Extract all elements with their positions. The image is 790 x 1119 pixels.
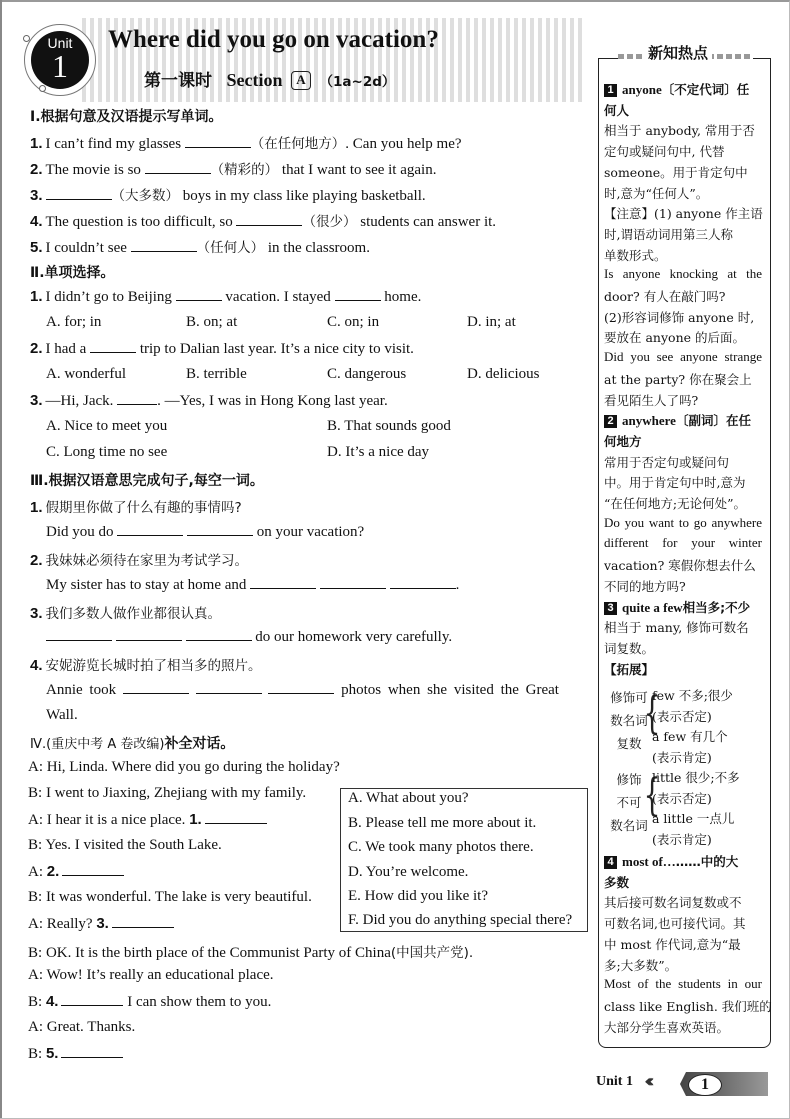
answer-blank[interactable] bbox=[131, 239, 197, 252]
sidebar-text: Is anyone knocking at the bbox=[604, 266, 762, 282]
sidebar-line bbox=[604, 328, 762, 346]
part2-heading: Ⅱ.单项选择。 bbox=[30, 265, 115, 281]
blank-number: 3. bbox=[96, 915, 109, 932]
option-b[interactable]: B. That sounds good bbox=[327, 418, 451, 434]
sidebar-line bbox=[604, 473, 762, 491]
sidebar-line bbox=[604, 287, 762, 305]
sidebar-text: 词复数。 bbox=[604, 640, 655, 656]
answer-blank[interactable] bbox=[46, 628, 112, 641]
keyword: anywhere bbox=[622, 413, 676, 429]
question-text: students can answer it. bbox=[356, 214, 497, 230]
question-text: . Can you help me? bbox=[345, 136, 462, 152]
sidebar-text: 要放在 anyone 的后面。 bbox=[604, 330, 745, 346]
sidebar-text: 多数 bbox=[604, 874, 630, 890]
sidebar-text: 【拓展】 bbox=[604, 661, 655, 677]
sidebar-text: at the party? 你在聚会上 bbox=[604, 371, 752, 387]
dialog-line bbox=[28, 837, 222, 854]
sidebar-line bbox=[604, 121, 762, 139]
answer-blank[interactable] bbox=[61, 1045, 123, 1058]
part1-heading: Ⅰ.根据句意及汉语提示写单词。 bbox=[30, 109, 223, 125]
answer-blank[interactable] bbox=[176, 288, 222, 301]
sidebar-line bbox=[604, 976, 762, 992]
dialog-text: I hear it is a nice place. bbox=[46, 812, 190, 828]
sidebar-text: 时,谓语动词用第三人称 bbox=[604, 226, 733, 242]
expand-list-2: little 很少;不多 (表示否定) a little 一点儿 (表示肯定) bbox=[652, 770, 740, 847]
option-a[interactable]: A. for; in bbox=[46, 314, 102, 330]
answer-blank[interactable] bbox=[46, 187, 112, 200]
blank-number: 2. bbox=[46, 863, 60, 880]
sidebar-line bbox=[604, 349, 762, 365]
dialog-option[interactable]: D. You’re welcome. bbox=[348, 864, 469, 880]
sidebar-text: 中。用于肯定句中时,意为 bbox=[604, 475, 746, 491]
option-d[interactable]: D. delicious bbox=[467, 366, 540, 382]
question-item: 3. —Hi, Jack. . —Yes, I was in Hong Kong last year. bbox=[30, 392, 388, 409]
sidebar-line bbox=[604, 80, 762, 98]
answer-blank[interactable] bbox=[185, 135, 251, 148]
dialog-text: I went to Jiaxing, Zhejiang with my family. bbox=[45, 785, 307, 801]
sidebar-line bbox=[604, 873, 762, 891]
keyword: quite a few bbox=[622, 599, 683, 615]
question-text: The question is too difficult, so bbox=[45, 214, 237, 230]
answer-line: Annie took photos when she visited the Great bbox=[46, 682, 559, 698]
question-number: 2. bbox=[30, 161, 43, 178]
dialog-line bbox=[28, 759, 340, 776]
sidebar-text: 单数形式。 bbox=[604, 247, 667, 263]
sidebar-line bbox=[604, 618, 762, 636]
question-item bbox=[30, 210, 496, 231]
answer-blank[interactable] bbox=[250, 576, 316, 589]
options-box bbox=[340, 788, 588, 932]
answer-blank[interactable] bbox=[123, 681, 189, 694]
question-item bbox=[30, 158, 436, 179]
speaker-label: B: bbox=[28, 945, 43, 961]
speaker-label: B: bbox=[28, 889, 43, 905]
option-c[interactable]: C. dangerous bbox=[327, 366, 407, 382]
dialog-line bbox=[28, 1019, 135, 1036]
dialog-option[interactable]: C. We took many photos there. bbox=[348, 839, 534, 855]
sidebar-line bbox=[604, 660, 762, 678]
lesson-label: 第一课时 bbox=[144, 71, 212, 91]
unit-number: 1 bbox=[52, 48, 68, 84]
speaker-label: A: bbox=[28, 759, 43, 775]
sidebar-line bbox=[604, 914, 762, 932]
sidebar-line bbox=[604, 246, 762, 264]
option-a[interactable]: A. wonderful bbox=[46, 366, 126, 382]
sidebar-line bbox=[604, 556, 762, 574]
sidebar-line bbox=[604, 308, 762, 326]
speaker-label: B: bbox=[28, 785, 43, 801]
answer-blank[interactable] bbox=[117, 523, 183, 536]
speaker-label: A: bbox=[28, 864, 43, 880]
speaker-label: A: bbox=[28, 1019, 43, 1035]
dialog-text-cn: (中国共产党). bbox=[390, 945, 474, 961]
sidebar-line bbox=[604, 535, 762, 551]
expand-label-1: 修饰可 数名词 复数 bbox=[610, 690, 648, 751]
question-number: 1. bbox=[30, 135, 43, 152]
sidebar-line bbox=[604, 852, 762, 870]
sidebar-line bbox=[604, 142, 762, 160]
hint-text: （在任何地方） bbox=[250, 136, 346, 152]
question-item: 2. 我妹妹必须待在家里为考试学习。 bbox=[30, 552, 249, 569]
sidebar-line bbox=[604, 411, 762, 429]
question-text: I can’t find my glasses bbox=[45, 136, 185, 152]
speaker-label: B: bbox=[28, 1046, 43, 1062]
hint-text: （大多数） bbox=[111, 188, 180, 204]
sidebar-text: 何人 bbox=[604, 102, 630, 118]
dialog-option[interactable]: F. Did you do anything special there? bbox=[348, 912, 573, 928]
sidebar-text: 多;大多数”。 bbox=[604, 957, 678, 973]
page-subtitle bbox=[144, 66, 395, 91]
question-item bbox=[30, 184, 426, 205]
option-d[interactable]: D. in; at bbox=[467, 314, 516, 330]
speaker-label: A: bbox=[28, 916, 43, 932]
chevrons-icon: ‹‹‹‹ bbox=[644, 1071, 649, 1092]
sidebar-line bbox=[604, 956, 762, 974]
sidebar-text: 定句或疑问句中, 代替 bbox=[604, 144, 725, 160]
answer-blank[interactable] bbox=[320, 576, 386, 589]
expand-list-1: few 不多;很少 (表示否定) a few 有几个 (表示肯定) bbox=[652, 688, 733, 765]
dialog-text: It was wonderful. The lake is very beautiful. bbox=[45, 889, 312, 905]
sidebar-line bbox=[604, 515, 762, 531]
dialog-text: Yes. I visited the South Lake. bbox=[45, 837, 222, 853]
keyword: anyone bbox=[622, 82, 662, 97]
dialog-option[interactable]: B. Please tell me more about it. bbox=[348, 815, 537, 831]
answer-line-cont: Wall. bbox=[46, 707, 78, 723]
keyword-meaning: 相当多;不少 bbox=[682, 599, 751, 615]
page-title: Where did you go on vacation? bbox=[108, 26, 439, 53]
expand-label-2: 修饰 不可 数名词 bbox=[610, 772, 648, 833]
sidebar-line bbox=[604, 391, 762, 409]
option-b[interactable]: B. on; at bbox=[186, 314, 238, 330]
question-number: 4. bbox=[30, 213, 43, 230]
number-badge-icon: 2 bbox=[604, 415, 617, 428]
question-text: in the classroom. bbox=[264, 240, 370, 256]
sidebar-line bbox=[604, 266, 762, 282]
answer-line: do our homework very carefully. bbox=[46, 628, 452, 646]
sidebar-line bbox=[604, 997, 772, 1015]
part3-heading: Ⅲ.根据汉语意思完成句子,每空一词。 bbox=[30, 473, 264, 489]
sidebar-text: different for your winter bbox=[604, 535, 762, 551]
speaker-label: A: bbox=[28, 812, 43, 828]
blank-number: 5. bbox=[45, 1045, 59, 1062]
speaker-label: B: bbox=[28, 994, 43, 1010]
question-item: 4. 安妮游览长城时拍了相当多的照片。 bbox=[30, 657, 262, 674]
section-range: （1a~2d） bbox=[319, 74, 396, 90]
question-text: The movie is so bbox=[45, 162, 145, 178]
sidebar-text: “在任何地方;无论何处”。 bbox=[604, 496, 746, 511]
dialog-line bbox=[28, 915, 174, 933]
sidebar-text: 相当于 anybody, 常用于否 bbox=[604, 123, 755, 139]
answer-blank[interactable] bbox=[61, 993, 123, 1006]
sidebar-text: 看见陌生人了吗? bbox=[604, 392, 699, 408]
question-number: 5. bbox=[30, 239, 43, 256]
dialog-line bbox=[28, 1045, 123, 1063]
sidebar-line bbox=[604, 577, 762, 595]
hint-text: （任何人） bbox=[196, 240, 265, 256]
sidebar-line bbox=[604, 225, 762, 243]
page-header bbox=[22, 16, 588, 104]
sidebar-line bbox=[604, 639, 762, 657]
option-c[interactable]: C. on; in bbox=[327, 314, 380, 330]
option-d[interactable]: D. It’s a nice day bbox=[327, 444, 430, 460]
number-badge-icon: 3 bbox=[604, 602, 617, 615]
answer-blank[interactable] bbox=[187, 523, 253, 536]
number-badge-icon: 1 bbox=[604, 84, 617, 97]
dialog-text: Great. Thanks. bbox=[46, 1019, 136, 1035]
answer-blank[interactable] bbox=[186, 628, 252, 641]
question-item: 1. I didn’t go to Beijing vacation. I stayed home. bbox=[30, 288, 422, 305]
answer-blank[interactable] bbox=[90, 340, 136, 353]
keyword-meaning: 〔副词〕在任 bbox=[675, 413, 751, 429]
sidebar-line bbox=[604, 184, 762, 202]
page-edge bbox=[0, 0, 2, 1118]
sidebar-line bbox=[604, 432, 762, 450]
answer-blank[interactable] bbox=[112, 915, 174, 928]
option-c[interactable]: C. Long time no see bbox=[46, 444, 168, 460]
sidebar-text: vacation? 寒假你想去什么 bbox=[604, 558, 756, 574]
keyword-meaning: 〔不定代词〕任 bbox=[661, 82, 750, 97]
dialog-line bbox=[28, 785, 306, 802]
question-text: boys in my class like playing basketball. bbox=[179, 188, 426, 204]
section-letter-badge: A bbox=[291, 71, 311, 90]
dialog-text: I can show them to you. bbox=[123, 994, 272, 1010]
question-item bbox=[30, 132, 462, 153]
sidebar-text: (2)形容词修饰 anyone 时, bbox=[604, 309, 755, 325]
dialog-line bbox=[28, 863, 124, 881]
question-item: 3. 我们多数人做作业都很认真。 bbox=[30, 605, 222, 622]
sidebar-line bbox=[604, 101, 762, 119]
sidebar-text: 【注意】(1) anyone 作主语 bbox=[604, 206, 763, 222]
speaker-label: B: bbox=[28, 837, 43, 853]
answer-blank[interactable] bbox=[268, 681, 334, 694]
sidebar-line bbox=[604, 598, 762, 616]
question-item: 1. 假期里你做了什么有趣的事情吗? bbox=[30, 499, 242, 516]
page-number: 1 bbox=[688, 1074, 722, 1096]
question-text: I couldn’t see bbox=[45, 240, 131, 256]
question-number: 3. bbox=[30, 187, 43, 204]
keyword-meaning: ……中的大 bbox=[675, 854, 739, 869]
brace-icon: { bbox=[643, 770, 661, 821]
dialog-line bbox=[28, 993, 271, 1011]
answer-line: Did you do on your vacation? bbox=[46, 524, 365, 540]
blank-number: 4. bbox=[45, 993, 59, 1010]
sidebar-line bbox=[604, 1018, 762, 1036]
answer-blank[interactable] bbox=[205, 811, 267, 824]
option-a[interactable]: A. Nice to meet you bbox=[46, 418, 168, 434]
sidebar-text: 不同的地方吗? bbox=[604, 578, 686, 594]
sidebar-line bbox=[604, 453, 762, 471]
blank-number: 1. bbox=[189, 811, 202, 828]
dialog-option[interactable]: A. What about you? bbox=[348, 790, 469, 806]
sidebar-header bbox=[598, 40, 771, 68]
hint-text: （很少） bbox=[302, 214, 357, 230]
sidebar-text: 其后接可数名词复数或不 bbox=[604, 895, 742, 911]
sidebar-line bbox=[604, 935, 762, 953]
dialog-text: OK. It is the birth place of the Communist Party of China bbox=[45, 945, 391, 961]
question-item bbox=[30, 236, 370, 257]
answer-blank[interactable] bbox=[390, 576, 456, 589]
answer-blank[interactable] bbox=[335, 288, 381, 301]
unit-badge bbox=[24, 24, 96, 96]
section-label: Section bbox=[226, 70, 283, 90]
dialog-line bbox=[28, 967, 274, 984]
dialog-text: Hi, Linda. Where did you go during the holiday? bbox=[46, 759, 340, 775]
answer-blank[interactable] bbox=[116, 628, 182, 641]
sidebar-text: Most of the students in our bbox=[604, 976, 762, 992]
sidebar-line bbox=[604, 893, 762, 911]
sidebar-text: 何地方 bbox=[604, 433, 642, 449]
part4-heading: Ⅳ.(重庆中考 A 卷改编)补全对话。 bbox=[30, 736, 235, 752]
question-text: that I want to see it again. bbox=[278, 162, 437, 178]
answer-blank[interactable] bbox=[145, 161, 211, 174]
sidebar-title: 新知热点 bbox=[644, 42, 712, 63]
sidebar-text: 中 most 作代词,意为“最 bbox=[604, 936, 741, 952]
sidebar-text: 大部分学生喜欢英语。 bbox=[604, 1019, 730, 1035]
question-item: 2. I had a trip to Dalian last year. It’s a nice city to visit. bbox=[30, 340, 414, 357]
answer-line: My sister has to stay at home and . bbox=[46, 577, 460, 593]
sidebar-text: class like English. 我们班的 bbox=[604, 998, 772, 1014]
sidebar-text: door? 有人在敲门吗? bbox=[604, 289, 726, 304]
hint-text: （精彩的） bbox=[210, 162, 279, 178]
sidebar-text: 可数名词,也可接代词。其 bbox=[604, 916, 746, 932]
sidebar-text: 常用于否定句或疑问句 bbox=[604, 454, 730, 470]
sidebar-line bbox=[604, 370, 762, 388]
dialog-line bbox=[28, 889, 312, 906]
number-badge-icon: 4 bbox=[604, 856, 617, 869]
sidebar-line bbox=[604, 163, 762, 181]
answer-blank[interactable] bbox=[62, 863, 124, 876]
answer-blank[interactable] bbox=[196, 681, 262, 694]
badge-dot-icon bbox=[23, 35, 30, 42]
keyword: most of… bbox=[622, 854, 676, 869]
sidebar-text: someone。用于肯定句中 bbox=[604, 164, 748, 180]
speaker-label: A: bbox=[28, 967, 43, 983]
dialog-line bbox=[28, 811, 267, 829]
sidebar-text: Do you want to go anywhere bbox=[604, 514, 762, 530]
sidebar-text: 时,意为“任何人”。 bbox=[604, 185, 709, 201]
dialog-text: Wow! It’s really an educational place. bbox=[46, 967, 274, 983]
answer-blank[interactable] bbox=[236, 213, 302, 226]
brace-icon: { bbox=[643, 688, 661, 739]
sidebar-text: Did you see anyone strange bbox=[604, 349, 762, 365]
sidebar-text: 相当于 many, 修饰可数名 bbox=[604, 620, 749, 636]
sidebar-line bbox=[604, 204, 762, 222]
footer-unit: Unit 1 bbox=[596, 1074, 633, 1089]
dialog-text: Really? bbox=[46, 916, 97, 932]
option-b[interactable]: B. terrible bbox=[186, 366, 247, 382]
unit-label: Unit bbox=[47, 35, 73, 51]
dialog-option[interactable]: E. How did you like it? bbox=[348, 888, 488, 904]
answer-blank[interactable] bbox=[117, 392, 157, 405]
sidebar-line bbox=[604, 494, 762, 512]
dialog-line bbox=[28, 941, 473, 962]
badge-dot-icon bbox=[39, 85, 46, 92]
